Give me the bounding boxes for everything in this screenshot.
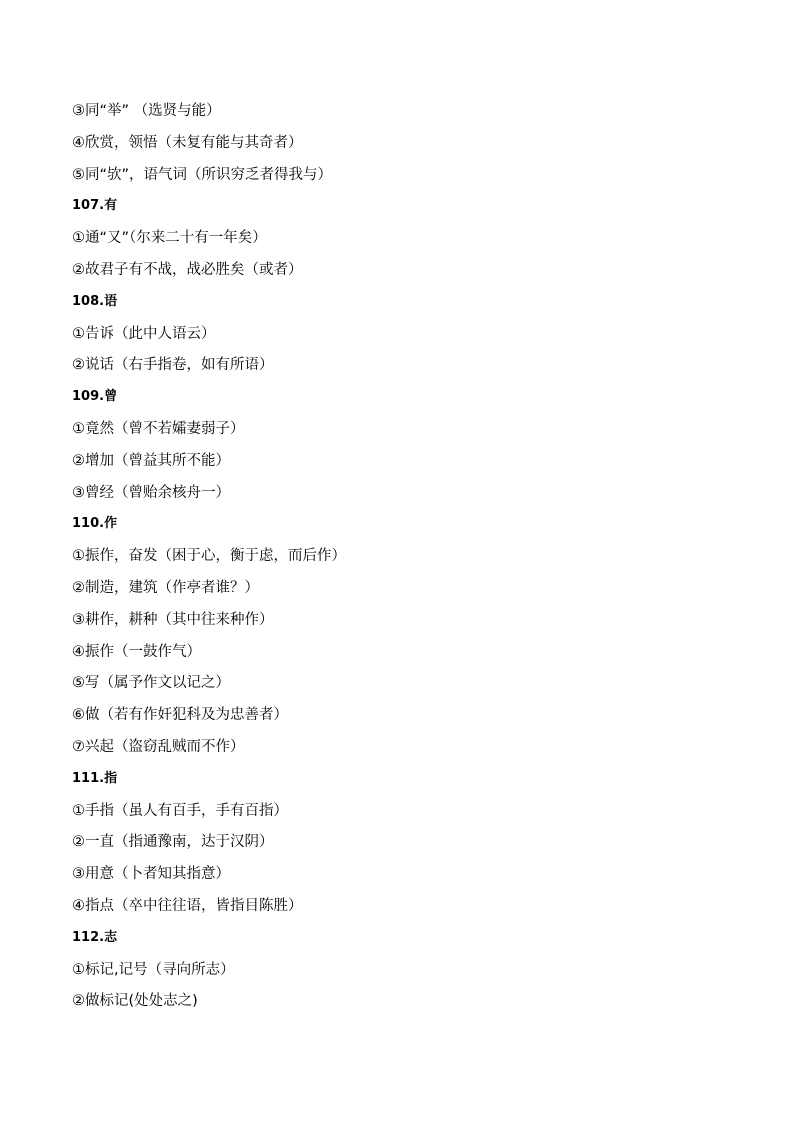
definition-line: ②一直（指通豫南，达于汉阴） [72,834,274,851]
definition-line: ①振作，奋发（困于心，衡于虑，而后作） [72,548,346,565]
definition-line: ②制造，建筑（作亭者谁？） [72,579,259,596]
definition-line: ⑥做（若有作奸犯科及为忠善者） [72,707,288,724]
definition-line: ⑤同“欤”，语气词（所识穷乏者得我与） [72,166,333,183]
document-body [72,100,732,1022]
definition-line: ④欣赏，领悟（未复有能与其奇者） [72,134,303,151]
definition-line: ①竟然（曾不若孀妻弱子） [72,420,245,437]
entry-heading: 108.语 [72,293,118,309]
entry-heading: 112.志 [72,929,118,945]
definition-line: ①手指（虽人有百手，手有百指） [72,802,288,819]
entry-heading: 110.作 [72,516,118,532]
definition-line: ②说话（右手指卷，如有所语） [72,357,274,374]
definition-line: ③同“举” （选贤与能） [72,103,221,119]
definition-line: ③耕作，耕种（其中往来种作） [72,611,274,628]
definition-line: ③用意（卜者知其指意） [72,866,230,883]
definition-line: ④振作（一鼓作气） [72,643,201,660]
definition-line: ④指点（卒中往往语，皆指目陈胜） [72,897,303,914]
definition-line: ⑤写（属予作文以记之） [72,675,230,692]
definition-line: ②做标记(处处志之) [72,993,198,1010]
definition-line: ①通“又”（尔来二十有一年矣） [72,230,267,247]
definition-line: ①告诉（此中人语云） [72,325,216,342]
entry-heading: 109.曾 [72,389,118,405]
entry-heading: 111.指 [72,770,118,786]
definition-line: ①标记,记号（寻向所志） [72,961,235,978]
definition-line: ③曾经（曾贻余核舟一） [72,484,230,501]
entry-heading: 107.有 [72,198,118,214]
definition-line: ②增加（曾益其所不能） [72,452,230,469]
definition-line: ②故君子有不战，战必胜矣（或者） [72,261,303,278]
definition-line: ⑦兴起（盗窃乱贼而不作） [72,738,245,755]
